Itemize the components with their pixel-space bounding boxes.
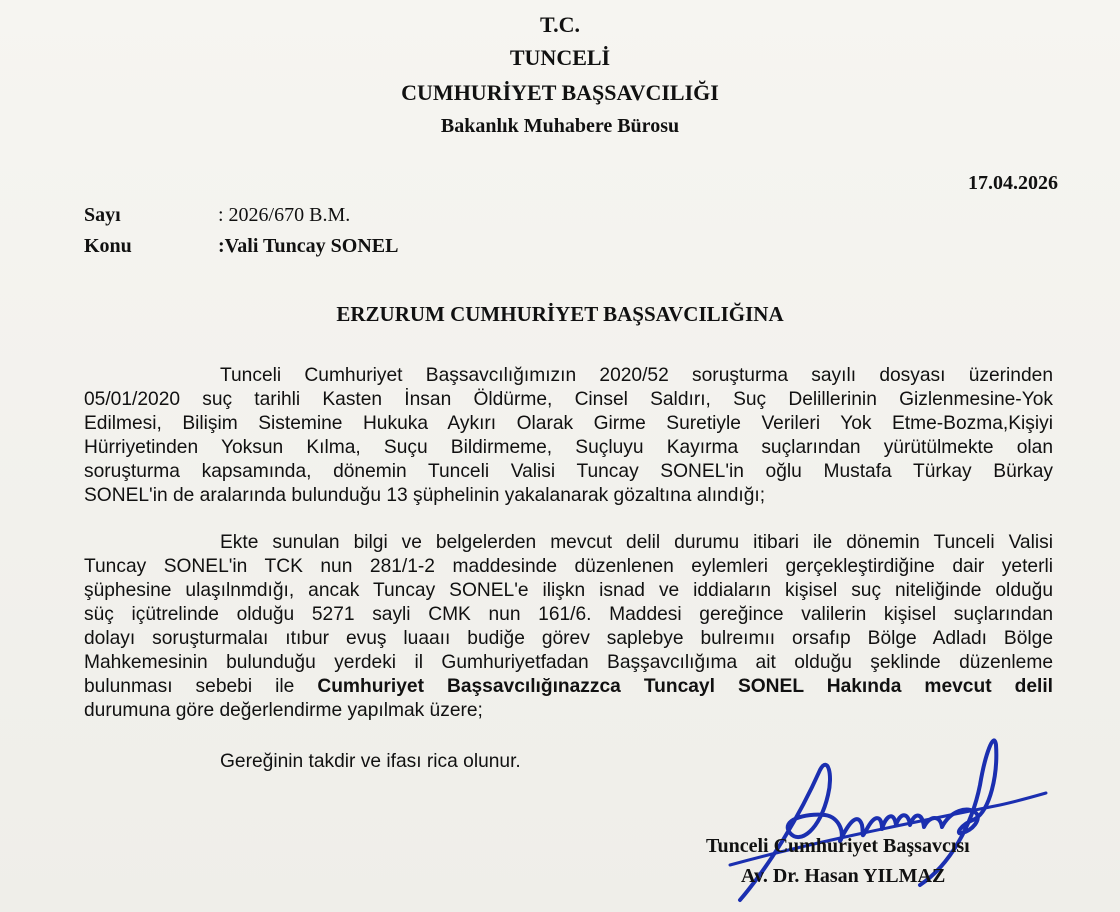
p2-line: Ekte sunulan bilgi ve belgelerden mevcut delil durumu itibari ile dönemin Tunceli Valisi (220, 532, 1053, 553)
p1-line: Edilmesi, Bilişim Sistemine Hukuka Aykırı Olarak Girme Suretiyle Verileri Yok Etme-Bozma,Kişiyi (84, 413, 1053, 434)
signatory-title: Tunceli Cumhuriyet Başsavcısı (706, 835, 970, 857)
p1-line: Hürriyetinden Yoksun Kılma, Suçu Bildirmeme, Suçluyu Kayırma suçlarından yürütülmekte olan (84, 437, 1053, 458)
header-office: CUMHURİYET BAŞSAVCILIĞI (401, 80, 719, 105)
document-date: 17.04.2026 (968, 172, 1058, 194)
header-city: TUNCELİ (509, 45, 611, 70)
sayi-label: Sayı (84, 204, 121, 226)
p2-line: süç içütrelinde olduğu 5271 sayli CMK nun 161/6. Maddesi gereğince valilerin kişisel suçlarından (84, 604, 1053, 625)
p2-line (84, 675, 1053, 699)
recipient-heading: ERZURUM CUMHURİYET BAŞSAVCILIĞINA (336, 302, 784, 326)
p1-line: soruşturma kapsamında, dönemin Tunceli Valisi Tuncay SONEL'in oğlu Mustafa Türkay Bürkay (84, 461, 1053, 482)
konu-value: :Vali Tuncay SONEL (218, 235, 399, 257)
p1-line: 05/01/2020 suç tarihli Kasten İnsan Öldürme, Cinsel Saldırı, Suç Delillerinin Gizlenmesine-Yok (84, 389, 1053, 410)
p1-line: SONEL'in de aralarında bulunduğu 13 şüphelinin yakalanarak gözaltına alındığı; (84, 485, 766, 506)
p2-line: durumuna göre değerlendirme yapılmak üzere; (84, 700, 483, 721)
header-bureau: Bakanlık Muhabere Bürosu (440, 115, 680, 137)
paragraph-2 (84, 531, 1053, 723)
p2-bold-phrase: Cumhuriyet Başsavcılığınazzca Tuncayl SONEL Hakında mevcut delil (317, 676, 1053, 697)
p2-line: dolayı soruşturmalaı ıtıbur evuş luaaıı budiğe görev saplebye bulreımıı orsafıp Bölge Adladı Bölge (84, 628, 1053, 649)
p2-line: Mahkemesinin bulunduğu yerdeki il Gumhuriyetfadan Başşavcılığıma ait olduğu şeklinde düzenleme (84, 652, 1053, 673)
p1-line: Tunceli Cumhuriyet Başsavcılığımızın 2020/52 soruşturma sayılı dosyası üzerinden (220, 365, 1053, 386)
closing-line: Gereğinin takdir ve ifası rica olunur. (220, 751, 521, 772)
meta-konu (84, 235, 398, 258)
konu-label: Konu (84, 235, 132, 257)
signatory-name: Av. Dr. Hasan YILMAZ (741, 865, 946, 887)
p2-line: Tuncay SONEL'in TCK nun 281/1-2 maddesinde düzenlenen eylemleri gerçekleştirdiğine dair yeterli (84, 556, 1053, 577)
p2-line: şüphesine ulaşılnmdığı, ancak Tuncay SONEL'e ilişkn isnad ve iddiaların kişisel suç niteliğinde olduğu (84, 580, 1053, 601)
header-tc: T.C. (540, 12, 580, 37)
p2-prefix: bulunması sebebi ile (84, 676, 318, 697)
meta-sayi (84, 204, 350, 227)
sayi-value: : 2026/670 B.M. (218, 204, 351, 226)
paragraph-1 (84, 364, 1053, 508)
